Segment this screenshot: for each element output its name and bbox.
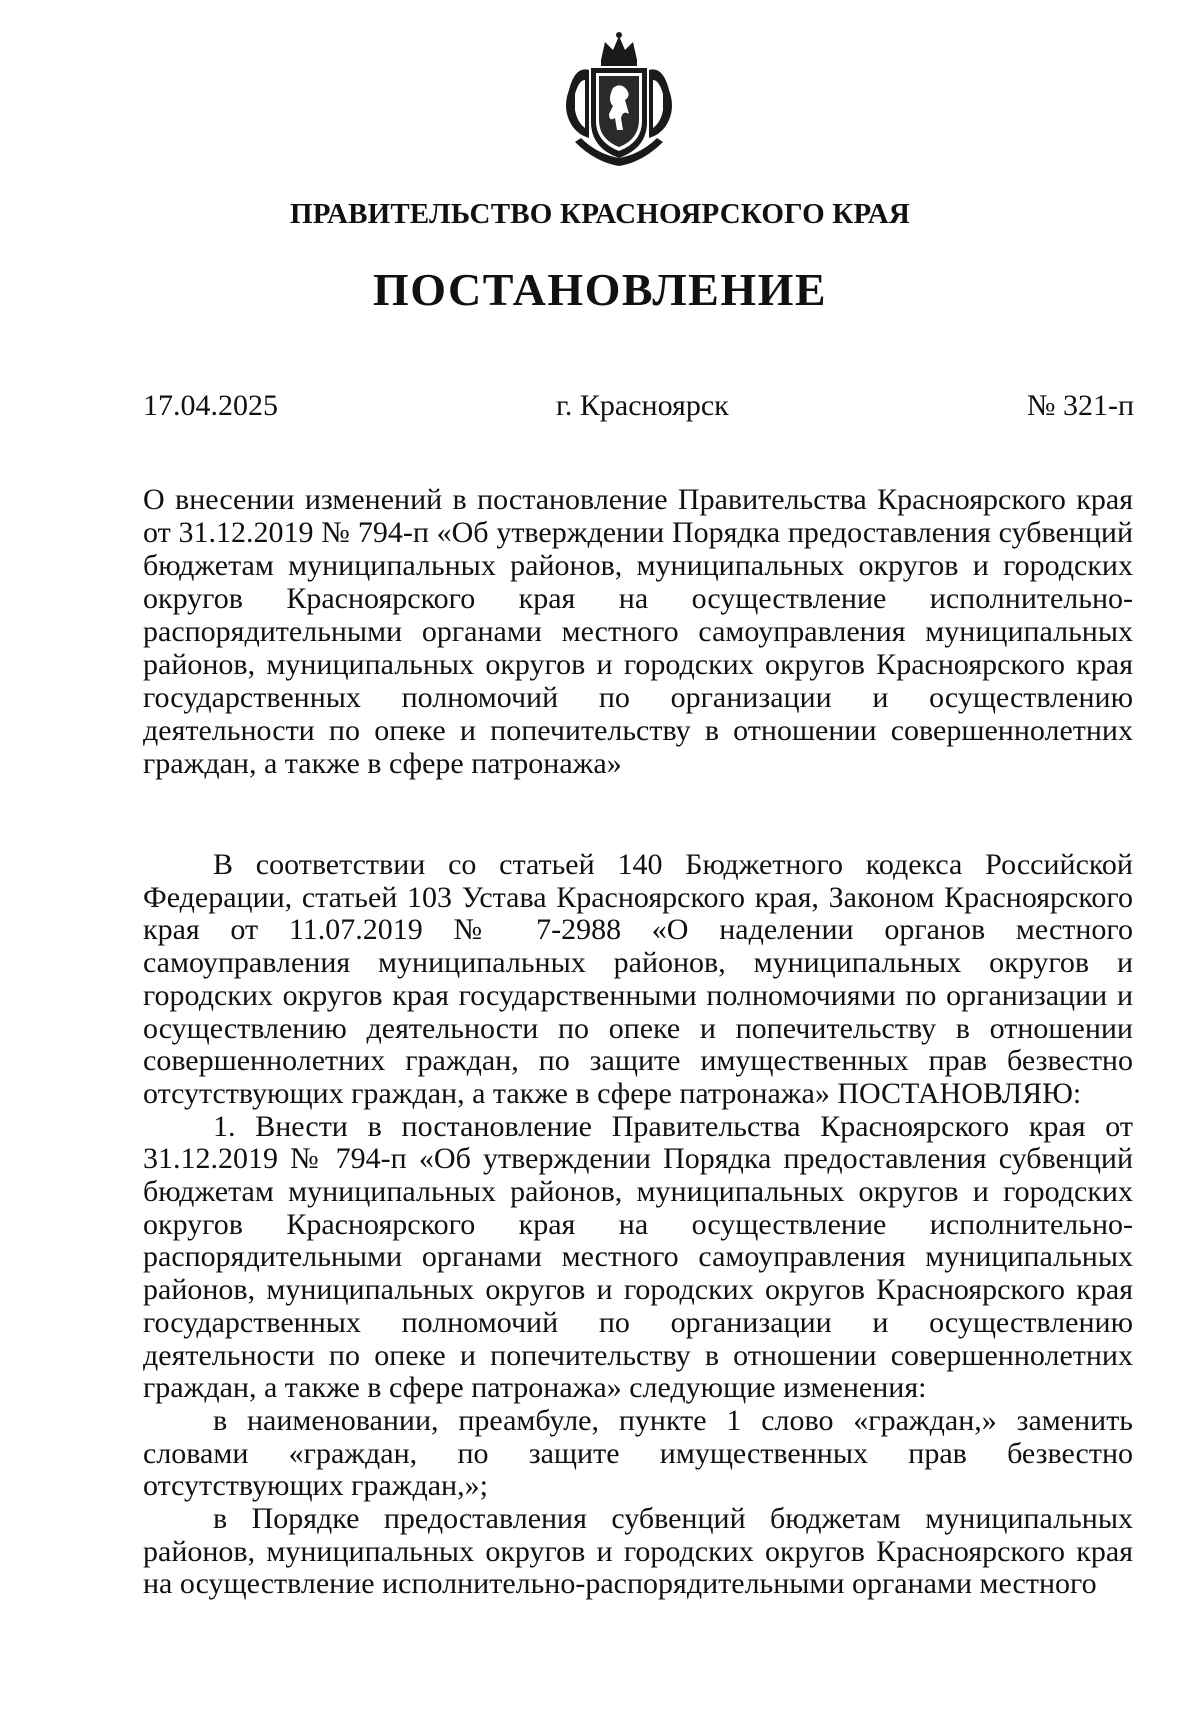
document-number: № 321-п	[1026, 389, 1134, 422]
authority-title: ПРАВИТЕЛЬСТВО КРАСНОЯРСКОГО КРАЯ	[289, 198, 911, 230]
change-1-paragraph: в наименовании, преамбуле, пункте 1 слово «граждан,» заменить словами «граждан, по защите имущественных прав безвестно отсутствующих граждан,»;	[143, 1403, 1133, 1503]
document-title: О внесении изменений в постановление Правительства Красноярского края от 31.12.2019 № 794-п «Об утверждении Порядка предоставления субвенций бюджетам муниципальных районов, муниципальных округов и городских округов Красноярского края на осуществление исполнительно-распорядительными органами местного самоуправления муниципальных районов, муниципальных округов и городских округов Красноярского края государственных полномочий по организации и осуществлению деятельности по опеке и попечительству в отношении совершеннолетних граждан, а также в сфере патронажа»	[143, 483, 1133, 780]
coat-of-arms-icon	[561, 30, 677, 168]
document-city: г. Красноярск	[556, 389, 729, 422]
document-date: 17.04.2025	[143, 389, 278, 422]
document-type-heading: ПОСТАНОВЛЕНИЕ	[372, 264, 828, 315]
document-body	[143, 849, 1133, 1601]
item-1-paragraph: 1. Внести в постановление Правительства Красноярского края от 31.12.2019 № 794-п «Об утверждении Порядка предоставления субвенций бюджетам муниципальных районов, муниципальных округов и городских округов Красноярского края на осуществление исполнительно-распорядительными органами местного самоуправления муниципальных районов, муниципальных округов и городских округов Красноярского края государственных полномочий по организации и осуществлению деятельности по опеке и попечительству в отношении совершеннолетних граждан, а также в сфере патронажа» следующие изменения:	[143, 1109, 1133, 1405]
preamble-paragraph: В соответствии со статьей 140 Бюджетного кодекса Российской Федерации, статьей 103 Устава Красноярского края, Законом Красноярского края от 11.07.2019 № 7-2988 «О наделении органов местного самоуправления муниципальных районов, муниципальных округов и городских округов края государственными полномочиями по организации и осуществлению деятельности по опеке и попечительству в отношении совершеннолетних граждан, по защите имущественных прав безвестно отсутствующих граждан, а также в сфере патронажа» ПОСТАНОВЛЯЮ:	[143, 848, 1133, 1110]
change-2-paragraph: в Порядке предоставления субвенций бюджетам муниципальных районов, муниципальных округов и городских округов Красноярского края на осуществление исполнительно-распорядительными органами местного	[143, 1502, 1133, 1601]
